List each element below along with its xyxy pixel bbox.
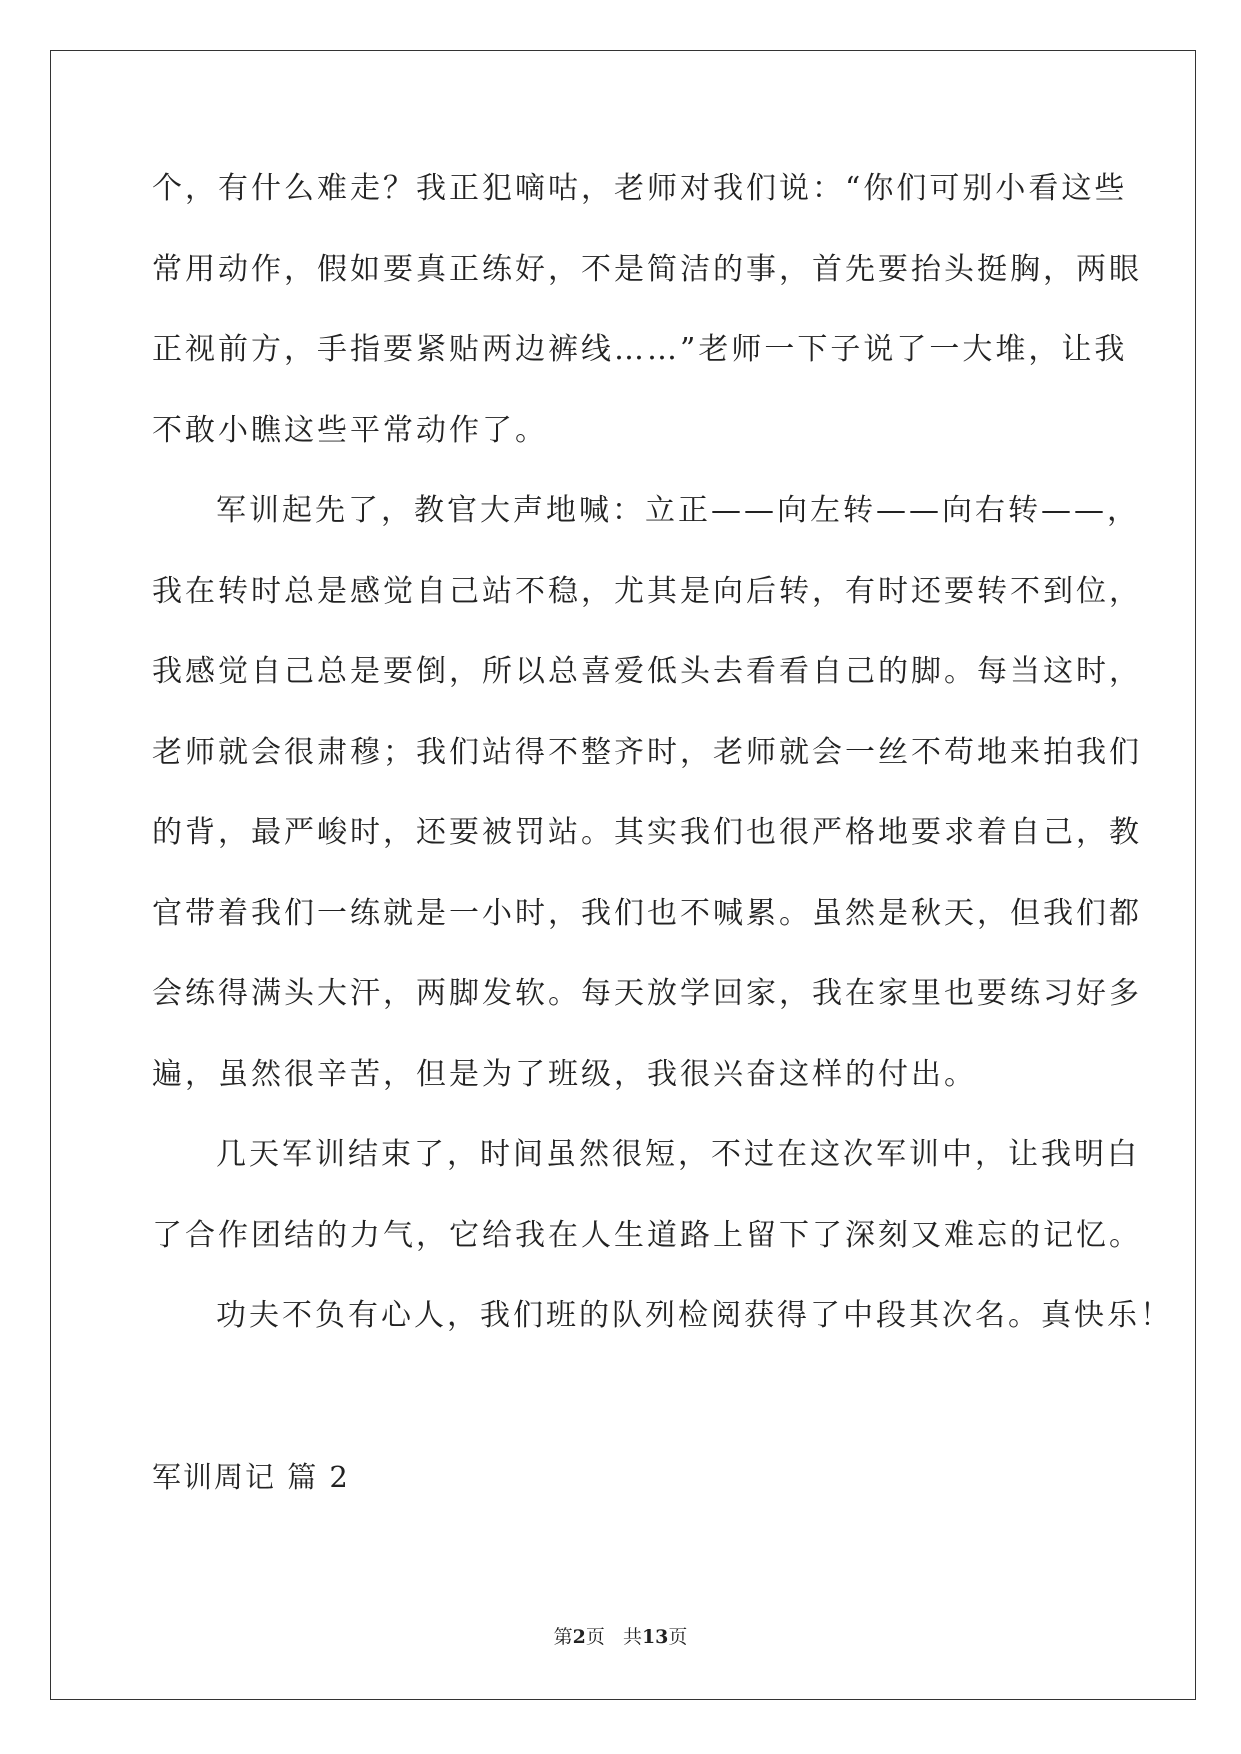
paragraph-line: 几天军训结束了，时间虽然很短，不过在这次军训中，让我明白: [216, 1137, 1140, 1172]
paragraph-line: 的背，最严峻时，还要被罚站。其实我们也很严格地要求着自己，教: [152, 815, 1142, 850]
page-suffix: 页: [668, 1626, 688, 1648]
section-spacer: [152, 1368, 1102, 1448]
current-page-number: 2: [572, 1626, 586, 1648]
paragraph-line: 不敢小瞧这些平常动作了。: [152, 412, 548, 448]
section-heading: 军训周记 篇 2: [152, 1459, 350, 1494]
total-page-number: 13: [641, 1626, 669, 1648]
document-body: [152, 160, 1173, 1506]
paragraph-line: 老师就会很肃穆；我们站得不整齐时，老师就会一丝不苟地来拍我们: [152, 734, 1142, 770]
paragraph-line: 功夫不负有心人，我们班的队列检阅获得了中段其次名。真快乐！: [216, 1298, 1173, 1333]
paragraph-line: 我感觉自己总是要倒，所以总喜爱低头去看看自己的脚。每当这时，: [152, 654, 1142, 689]
paragraph-line: 官带着我们一练就是一小时，我们也不喊累。虽然是秋天，但我们都: [152, 895, 1142, 931]
paragraph-line: 正视前方，手指要紧贴两边裤线……”老师一下子说了一大堆，让我: [152, 332, 1128, 367]
page-mid: 页 共: [585, 1626, 642, 1648]
paragraph-line: 个，有什么难走？我正犯嘀咕，老师对我们说：“你们可别小看这些: [152, 171, 1128, 206]
paragraph-line: 军训起先了，教官大声地喊：立正——向左转——向右转——，: [216, 493, 1140, 528]
paragraph-line: 我在转时总是感觉自己站不稳，尤其是向后转，有时还要转不到位，: [152, 573, 1142, 609]
page-prefix: 第: [553, 1626, 573, 1648]
paragraph-line: 常用动作，假如要真正练好，不是简洁的事，首先要抬头挺胸，两眼: [152, 251, 1142, 287]
paragraph-line: 遍，虽然很辛苦，但是为了班级，我很兴奋这样的付出。: [152, 1056, 977, 1092]
page-number-footer: [0, 1622, 1241, 1649]
paragraph-line: 了合作团结的力气，它给我在人生道路上留下了深刻又难忘的记忆。: [152, 1217, 1142, 1253]
paragraph-line: 会练得满头大汗，两脚发软。每天放学回家，我在家里也要练习好多: [152, 976, 1142, 1011]
